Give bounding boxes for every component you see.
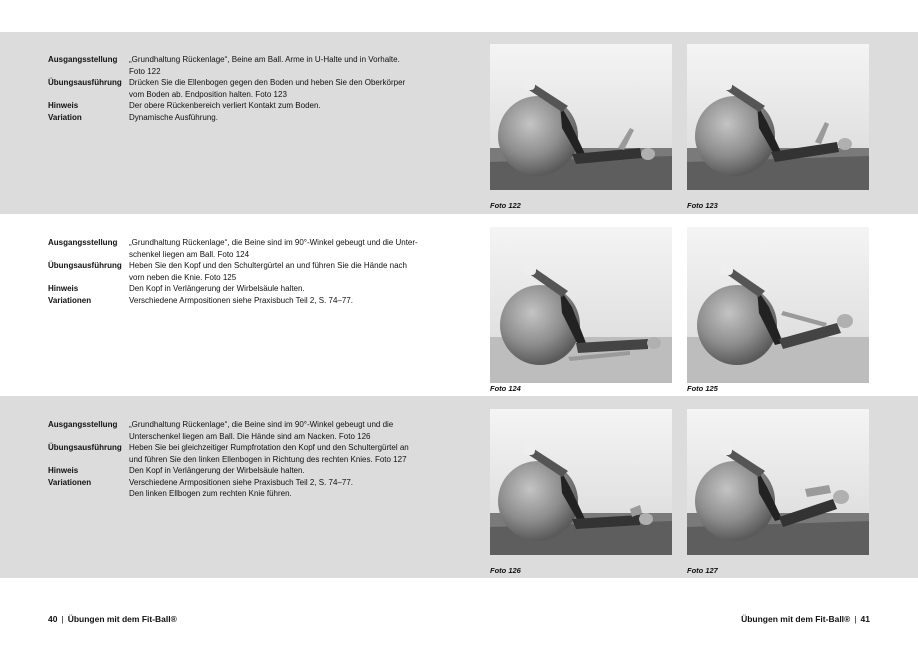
footer-title-left: Übungen mit dem Fit-Ball® xyxy=(67,614,177,624)
row-hinweis xyxy=(48,283,428,295)
line: vorn neben die Knie. Foto 125 xyxy=(129,272,237,282)
row-label: Übungsausführung xyxy=(48,443,122,452)
row-label: Übungsausführung xyxy=(48,261,122,270)
line: Den linken Ellbogen zum rechten Knie führen. xyxy=(129,489,292,498)
row-label: Ausgangsstellung xyxy=(48,420,118,429)
photo-caption: Foto 126 xyxy=(490,566,521,575)
page-number-right: 41 xyxy=(860,614,870,624)
photo-exercise xyxy=(687,44,869,190)
line: Dynamische Ausführung. xyxy=(129,112,218,122)
line: Heben Sie den Kopf und den Schultergürtel an und führen Sie die Hände nach xyxy=(129,261,407,270)
photo-caption: Foto 123 xyxy=(687,201,718,210)
row-value xyxy=(129,77,428,100)
photo-caption: Foto 125 xyxy=(687,384,718,393)
row-label: Hinweis xyxy=(48,101,79,110)
line: Den Kopf in Verlängerung der Wirbelsäule halten. xyxy=(129,466,305,475)
exercise-section-2 xyxy=(0,214,918,396)
row-value xyxy=(129,260,428,283)
row-ausgangsstellung xyxy=(48,54,428,77)
line: Heben Sie bei gleichzeitiger Rumpfrotation den Kopf und den Schultergürtel an xyxy=(129,443,409,452)
photo-exercise xyxy=(490,227,672,383)
row-label: Variationen xyxy=(48,295,92,305)
footer-title-right: Übungen mit dem Fit-Ball® xyxy=(741,614,851,624)
line: Drücken Sie die Ellenbogen gegen den Boden und heben Sie den Oberkörper xyxy=(129,78,406,87)
row-uebungsausfuehrung xyxy=(48,77,428,100)
row-variation xyxy=(48,112,428,124)
footer-separator: | xyxy=(854,614,857,624)
row-value xyxy=(129,283,428,295)
row-label: Hinweis xyxy=(48,466,79,475)
exercise-section-3 xyxy=(0,396,918,578)
row-uebungsausfuehrung xyxy=(48,260,428,283)
row-value xyxy=(129,54,428,77)
row-value xyxy=(129,419,428,442)
row-value xyxy=(129,442,428,465)
line: Den Kopf in Verlängerung der Wirbelsäule halten. xyxy=(129,284,305,293)
row-label: Variation xyxy=(48,112,82,122)
line: „Grundhaltung Rückenlage“, Beine am Ball. Arme in U-Halte und in Vorhalte. xyxy=(129,55,400,64)
row-variationen xyxy=(48,295,428,307)
photo-caption: Foto 122 xyxy=(490,201,521,210)
row-hinweis xyxy=(48,465,428,477)
row-value xyxy=(129,112,428,124)
line: Der obere Rückenbereich verliert Kontakt zum Boden. xyxy=(129,101,321,110)
row-hinweis xyxy=(48,100,428,112)
line: vom Boden ab. Endposition halten. Foto 123 xyxy=(129,89,287,99)
footer-left xyxy=(48,614,177,624)
line: „Grundhaltung Rückenlage“, die Beine sind im 90°-Winkel gebeugt und die xyxy=(129,420,394,429)
line: „Grundhaltung Rückenlage“, die Beine sind im 90°-Winkel gebeugt und die Unter- xyxy=(129,238,418,247)
line: schenkel liegen am Ball. Foto 124 xyxy=(129,249,250,259)
footer-right xyxy=(741,614,870,624)
row-variationen xyxy=(48,477,428,500)
line: Verschiedene Armpositionen siehe Praxisbuch Teil 2, S. 74–77. xyxy=(129,295,353,305)
row-value xyxy=(129,477,428,500)
row-value xyxy=(129,100,428,112)
row-value xyxy=(129,465,428,477)
row-label: Ausgangsstellung xyxy=(48,55,118,64)
page-number-left: 40 xyxy=(48,614,58,624)
exercise-description xyxy=(48,419,428,500)
row-label: Variationen xyxy=(48,477,92,487)
row-ausgangsstellung xyxy=(48,419,428,442)
line: Foto 122 xyxy=(129,66,161,76)
row-value xyxy=(129,295,428,307)
line: und führen Sie den linken Ellenbogen in Richtung des rechten Knies. Foto 127 xyxy=(129,454,407,464)
exercise-description xyxy=(48,54,428,123)
line: Verschiedene Armpositionen siehe Praxisbuch Teil 2, S. 74–77. xyxy=(129,477,353,487)
line: Unterschenkel liegen am Ball. Die Hände sind am Nacken. Foto 126 xyxy=(129,431,371,441)
photo-caption: Foto 127 xyxy=(687,566,718,575)
row-ausgangsstellung xyxy=(48,237,428,260)
row-label: Übungsausführung xyxy=(48,78,122,87)
row-value xyxy=(129,237,428,260)
exercise-section-1 xyxy=(0,32,918,214)
row-uebungsausfuehrung xyxy=(48,442,428,465)
footer-separator: | xyxy=(61,614,64,624)
photo-exercise xyxy=(687,409,869,555)
photo-exercise xyxy=(687,227,869,383)
row-label: Ausgangsstellung xyxy=(48,238,118,247)
exercise-description xyxy=(48,237,428,306)
row-label: Hinweis xyxy=(48,284,79,293)
photo-exercise xyxy=(490,409,672,555)
photo-exercise xyxy=(490,44,672,190)
photo-caption: Foto 124 xyxy=(490,384,521,393)
